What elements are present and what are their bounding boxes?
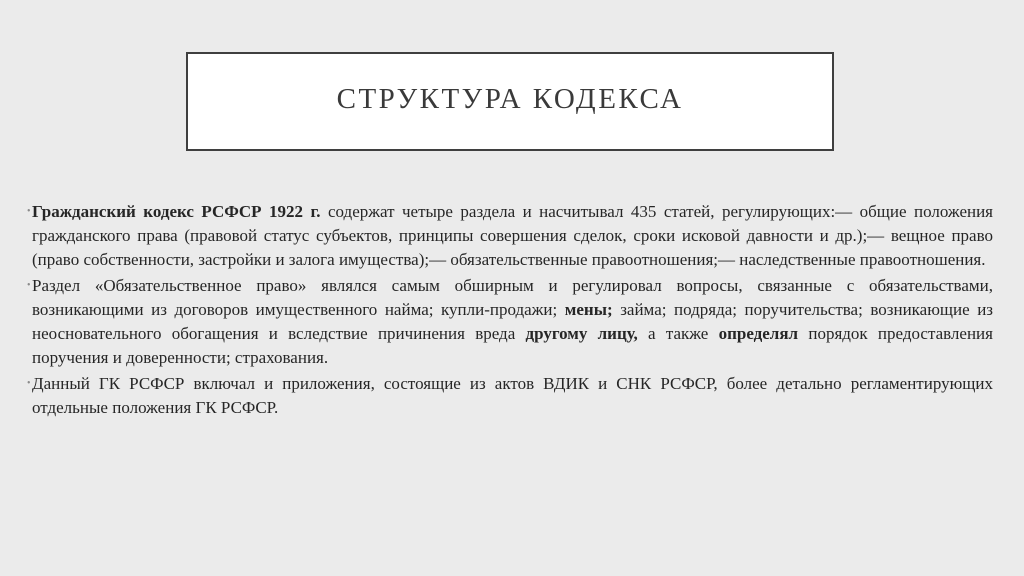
paragraph-2-text-1: Раздел «Обязательственное право» являлся самым обширным и регулировал вопросы, связанные с обязательствами, возникающими из договоров имущественного найма; купли-продажи; [32,276,993,319]
slide-body [27,200,994,420]
paragraph-2 [27,274,994,370]
bullet-icon: • [27,280,31,291]
paragraph-1-text: содержат четыре раздела и насчитывал 435 статей, регулирующих:— общие положения гражданского права (правовой статус субъектов, принципы совершения сделок, сроки исковой давности и др.);— вещное право (право собственности, застройки и залога имущества);— обязательственные правоотношения;— наследственные правоотношения. [32,202,994,269]
paragraph-2-bold-1: мены; [564,300,613,319]
slide-title-box [186,52,834,151]
slide-title: СТРУКТУРА КОДЕКСА [336,83,684,115]
paragraph-2-text-2: займа; подряда; поручительства; возникающие из неосновательного обогащения и вследствие причинения вреда [32,300,994,343]
bullet-icon: • [27,378,31,389]
paragraph-2-bold-3: определял [718,324,799,343]
paragraph-1 [27,200,994,272]
paragraph-2-text-3: а также [637,324,719,343]
bullet-icon: • [27,206,31,217]
paragraph-3 [27,372,993,420]
paragraph-1-bold-lead: Гражданский кодекс РСФСР 1922 г. [32,202,321,221]
paragraph-3-text: Данный ГК РСФСР включал и приложения, состоящие из актов ВДИК и СНК РСФСР, более детально регламентирующих отдельные положения ГК РСФСР. [32,374,993,417]
paragraph-2-bold-2: другому лицу, [525,324,638,343]
paragraph-2-text-4: порядок предоставления поручения и доверенности; страхования. [32,324,993,367]
